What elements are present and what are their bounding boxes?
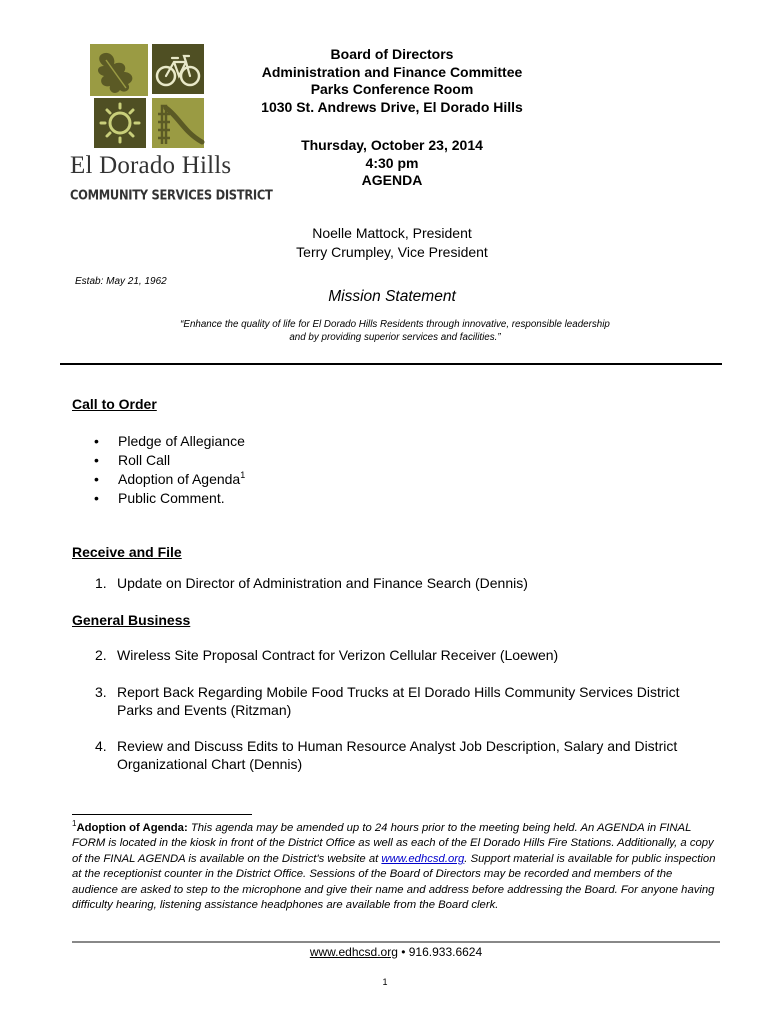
agenda-item-2: [95, 647, 715, 665]
list-item: [94, 432, 245, 451]
list-item-label: Adoption of Agenda: [118, 471, 241, 487]
agenda-item-number: 2.: [95, 647, 107, 663]
footnote-website-link[interactable]: www.edhcsd.org: [381, 852, 465, 865]
logo-name: El Dorado Hills: [70, 152, 232, 179]
footer-separator: •: [397, 945, 409, 959]
officer-president: Noelle Mattock, President: [312, 225, 472, 241]
list-item-label: Pledge of Allegiance: [118, 433, 245, 449]
footnote-marker: 1: [72, 819, 77, 828]
sun-icon: [94, 98, 146, 148]
mission-line-2: and by providing superior services and facilities.”: [289, 331, 501, 343]
agenda-item-text: Report Back Regarding Mobile Food Trucks at El Dorado Hills Community Services District Parks and Events (Ritzman): [117, 684, 680, 718]
footnote-reference[interactable]: 1: [240, 470, 246, 480]
logo-tiles: [66, 40, 232, 150]
list-item: [94, 489, 245, 508]
officer-vice-president: Terry Crumpley, Vice President: [296, 243, 488, 260]
bullet-icon: •: [94, 471, 99, 487]
list-item: [94, 451, 245, 470]
header-line-committee: Administration and Finance Committee: [261, 63, 523, 80]
footnote-label: Adoption of Agenda: [76, 822, 184, 834]
page-number: 1: [382, 977, 388, 987]
footer: [72, 945, 720, 959]
header-line-board: Board of Directors: [330, 46, 454, 62]
bullet-icon: •: [94, 490, 99, 506]
mission-line-1: “Enhance the quality of life for El Dorado Hills Residents through innovative, responsible leadership: [180, 319, 610, 330]
list-item-label: Roll Call: [118, 452, 171, 468]
bullet-icon: •: [94, 452, 99, 468]
officers: [232, 224, 552, 261]
agenda-item-number: 4.: [95, 738, 107, 754]
footnote-text: This agenda may be amended up to 24 hours prior to the meeting being held. An AGENDA in FINAL FORM is located in the kiosk in front of the District Office as well as each of the El Dorado Hills Fire Stations. Additionally, a copy of the FINAL AGENDA is available on the District's website at: [72, 822, 714, 865]
meeting-header: [232, 46, 552, 116]
call-to-order-heading: Call to Order: [72, 396, 157, 412]
agenda-item-4: [95, 738, 715, 773]
agenda-item-number: 3.: [95, 684, 107, 700]
general-business-heading: General Business: [72, 612, 191, 628]
footer-website-link[interactable]: www.edhcsd.org: [309, 945, 398, 959]
footnote-divider: [72, 814, 252, 815]
agenda-item-3: [95, 684, 715, 719]
established-date: Estab: May 21, 1962: [75, 276, 167, 287]
mission-title: Mission Statement: [328, 288, 456, 305]
receive-and-file-heading: Receive and File: [72, 544, 182, 560]
district-logo: [66, 40, 232, 210]
header-line-room: Parks Conference Room: [310, 81, 474, 97]
list-item-label: Public Comment.: [118, 490, 225, 506]
playground-slide-icon: [152, 98, 204, 148]
mission-statement: [100, 319, 690, 344]
agenda-item-text: Wireless Site Proposal Contract for Verizon Cellular Receiver (Loewen): [117, 647, 559, 663]
header-divider: [60, 363, 722, 365]
list-item: [94, 470, 245, 489]
header-line-address: 1030 St. Andrews Drive, El Dorado Hills: [261, 98, 523, 115]
footnote-text-continued: . Support material is available for public inspection at the receptionist counter in the District Office. Sessions of the Board of Directors may be recorded and members of the audience are asked to step to the microphone and give their name and address before addressing the Board. For anyone having difficulty hearing, listening assistance headphones are available from the Board clerk.: [72, 852, 716, 912]
logo-subtitle: COMMUNITY SERVICES DISTRICT: [70, 187, 273, 204]
meeting-time: 4:30 pm: [365, 154, 419, 171]
bicycle-icon: [152, 44, 204, 94]
call-to-order-list: [94, 432, 245, 508]
meeting-date: Thursday, October 23, 2014: [301, 137, 483, 153]
bullet-icon: •: [94, 433, 99, 449]
agenda-item-number: 1.: [95, 575, 107, 591]
agenda-title: AGENDA: [361, 172, 423, 188]
agenda-item-text: Update on Director of Administration and Finance Search (Dennis): [117, 575, 528, 591]
agenda-item-text: Review and Discuss Edits to Human Resource Analyst Job Description, Salary and District Organizational Chart (Dennis): [117, 738, 678, 772]
agenda-item-1: [95, 575, 715, 593]
footnote: [72, 821, 720, 913]
footer-phone: 916.933.6624: [408, 945, 483, 959]
meeting-date-block: [232, 137, 552, 190]
footnote-colon: :: [183, 822, 188, 834]
oak-leaf-icon: [90, 44, 148, 96]
footer-divider: [72, 941, 720, 943]
